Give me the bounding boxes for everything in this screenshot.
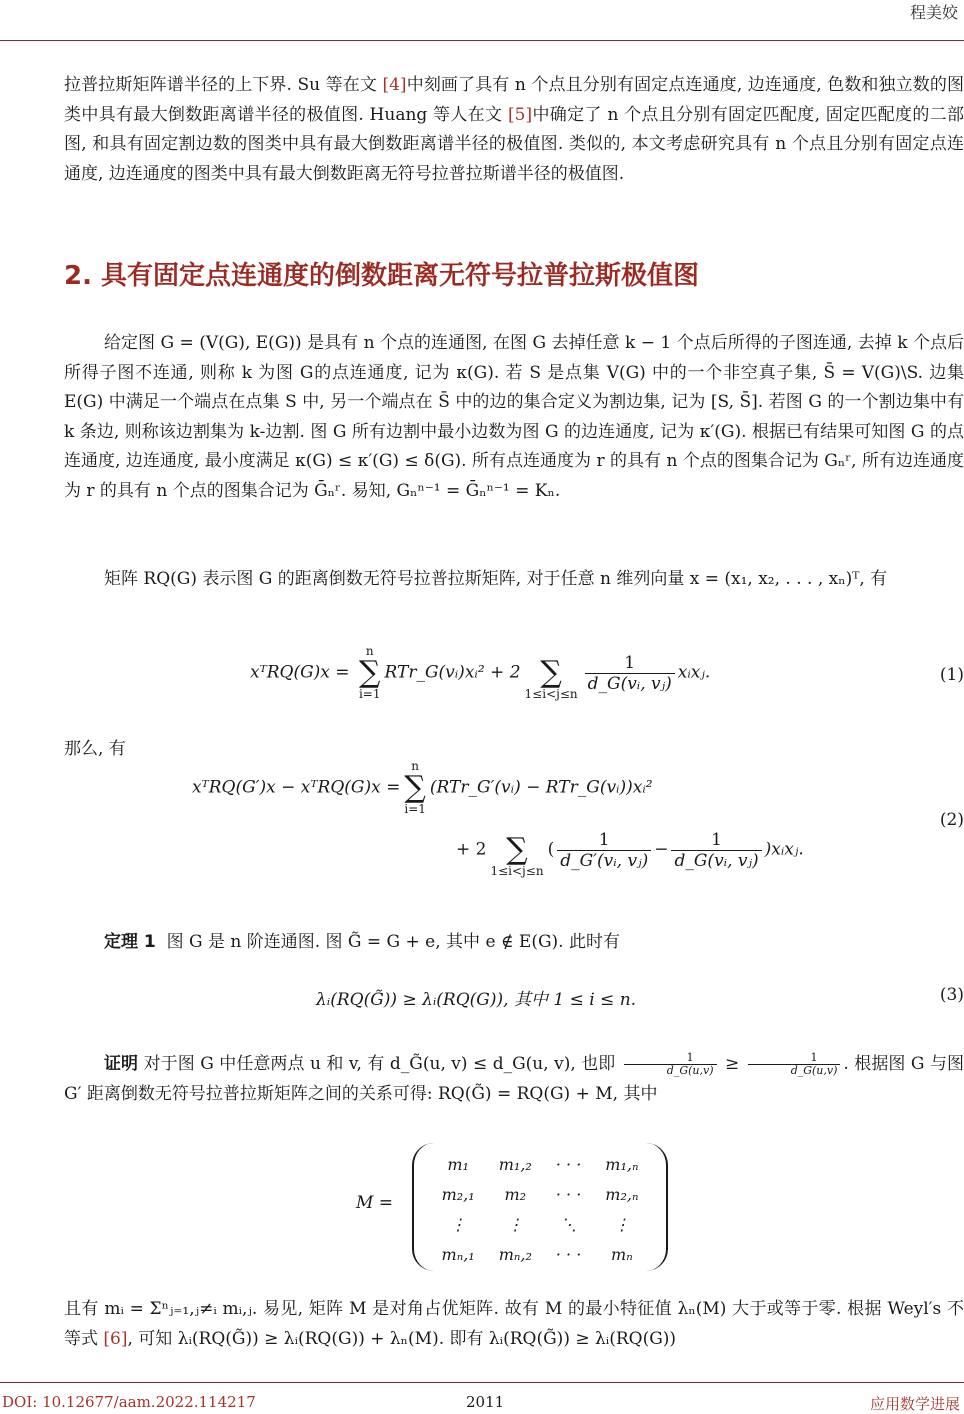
- eq2-minus: −: [654, 839, 669, 860]
- eq1-number: (1): [939, 665, 964, 685]
- equation-3: [64, 985, 964, 1015]
- intro-text-1: 拉普拉斯矩阵谱半径的上下界. Su 等在文: [64, 75, 383, 95]
- matrix-definition-text: 矩阵 RQ(G) 表示图 G 的距离倒数无符号拉普拉斯矩阵, 对于任意 n 维列向量 x = (x₁, x₂, . . . , xₙ)ᵀ, 有: [104, 569, 888, 589]
- definition-text: 给定图 G = (V(G), E(G)) 是具有 n 个点的连通图, 在图 G 去掉任意 k − 1 个点后所得的子图连通, 去掉 k 个点后所得子图不连通, 则称 k 为图 G的点连通度, 记为 κ(G). 若 S 是点集 V(G) 中的一个非空真子集, S̄ = V(G)\S. 边集 E(G) 中满足一个端点在点集 S 中, 另一个端点在 S̄ 中的边的集合定义为割边集, 记为 [S, S̄]. 若图 G 的一个割边集中有 k 条边, 则称该边割集为 k-边割. 图 G 所有边割中最小边数为图 G 的边连通度, 记为 κ′(G). 根据已有结果可知图 G 的点连通度, 边连通度, 最小度满足 κ(G) ≤ κ′(G) ≤ δ(G). 所有点连通度为 r 的具有 n 个点的图集合记为 Gₙʳ, 所有边连通度为 r 的具有 n 个点的图集合记为 Ḡₙʳ. 易知, Gₙⁿ⁻¹ = Ḡₙⁿ⁻¹ = Kₙ.: [64, 333, 964, 501]
- theorem-paragraph: [64, 928, 964, 958]
- eq2-plus-2: + 2: [456, 839, 487, 860]
- closing-text-2: , 可知 λᵢ(RQ(G̃)) ≥ λᵢ(RQ(G)) + λₙ(M). 即有 λᵢ(RQ(G̃)) ≥ λᵢ(RQ(G)): [127, 1328, 677, 1349]
- matrix-cell: ⋮: [450, 1214, 467, 1234]
- theorem-text: 图 G 是 n 阶连通图. 图 G̃ = G + e, 其中 e ∉ E(G). 此时有: [166, 932, 620, 952]
- matrix-cell: · · ·: [555, 1184, 582, 1204]
- eq2-sum-1: [404, 760, 426, 816]
- matrix-row: [430, 1149, 651, 1179]
- proof-f1-den: d_G̃(u,v): [666, 1064, 714, 1077]
- proof-fraction-2: [748, 1052, 841, 1077]
- citation-6[interactable]: [6]: [103, 1328, 128, 1349]
- eq1-sum-1: [359, 645, 381, 701]
- matrix-cell: m₁: [447, 1154, 469, 1174]
- eq1-lhs: xᵀRQ(G)x =: [250, 662, 355, 683]
- eq2-fraction-2: [671, 830, 761, 871]
- matrix-row: [430, 1179, 651, 1209]
- matrix-m: [412, 1143, 668, 1271]
- header-author: 程美姣: [909, 3, 958, 22]
- sigma-symbol: ∑: [540, 655, 562, 690]
- proof-f2-den: d_G(u,v): [790, 1064, 838, 1077]
- eq2-f1-num: 1: [557, 830, 651, 851]
- footer-doi[interactable]: DOI: 10.12677/aam.2022.114217: [2, 1393, 256, 1411]
- proof-fraction-1: [624, 1052, 717, 1077]
- matrix-cell: m₂,ₙ: [605, 1184, 639, 1204]
- eq1-frac-num: 1: [585, 653, 675, 674]
- section-title: 2. 具有固定点连通度的倒数距离无符号拉普拉斯极值图: [64, 261, 700, 291]
- proof-paragraph: [64, 1050, 964, 1109]
- citation-4[interactable]: [4]: [382, 75, 407, 95]
- matrix-cell: mₙ: [611, 1244, 633, 1264]
- matrix-cell: ⋮: [613, 1214, 630, 1234]
- sigma-symbol: ∑: [404, 770, 426, 805]
- closing-paragraph: [64, 1295, 964, 1354]
- matrix-cell: · · ·: [555, 1244, 582, 1264]
- closing-text-1: 且有 mᵢ = Σⁿⱼ₌₁,ⱼ≠ᵢ mᵢ,ⱼ. 易见, 矩阵 M 是对角占优矩阵. 故有 M 的最小特征值 λₙ(M) 大于或等于零. 根据 Weyl′s 不等式: [64, 1299, 964, 1349]
- intro-text-3: 中确定了 n 个点且分别有固定匹配度, 固定匹配度的二部图, 和具有固定割边数的图类中具有最大倒数距离谱半径的极值图. 类似的, 本文考虑研究具有 n 个点且分别有固定点连通度, 边连通度的图类中具有最大倒数距离无符号拉普拉斯谱半径的极值图.: [64, 104, 964, 184]
- proof-f1-num: 1: [624, 1052, 717, 1065]
- theorem-label: 定理 1: [104, 932, 156, 952]
- proof-label: 证明: [104, 1054, 139, 1074]
- matrix-cell: m₂: [504, 1184, 527, 1204]
- definition-paragraph: [64, 329, 964, 506]
- eq2-sum-2: [490, 822, 543, 878]
- matrix-lhs: M =: [356, 1193, 394, 1213]
- matrix-cell: m₂,₁: [441, 1184, 475, 1204]
- eq1-sum1-bottom: i=1: [358, 687, 381, 701]
- intro-paragraph: [64, 71, 964, 189]
- eq3-number: (3): [939, 985, 964, 1005]
- matrix-cell: ⋮: [507, 1214, 524, 1234]
- eq2-sum1-top: n: [411, 759, 419, 773]
- matrix-cell: mₙ,₂: [498, 1244, 532, 1264]
- eq1-sum1-top: n: [365, 644, 374, 658]
- eq2-term-1: (RTr_G′(vᵢ) − RTr_G(vᵢ))xᵢ²: [429, 777, 653, 798]
- intro-text-2: 中刻画了具有 n 个点且分别有固定点连通度, 边连通度, 色数和独立数的图类中具有最大倒数距离谱半径的极值图. Huang 等人在文: [64, 75, 964, 125]
- matrix-row: [430, 1239, 651, 1269]
- eq1-sum-2: [525, 645, 578, 701]
- footer-page-number: 2011: [466, 1393, 505, 1411]
- eq1-term-1: RTr_G(vᵢ)xᵢ² + 2: [384, 662, 521, 683]
- eq1-term-2: xᵢxⱼ.: [677, 662, 711, 683]
- eq2-sum2-bottom: 1≤i<j≤n: [490, 864, 544, 878]
- matrix-cell: m₁,ₙ: [605, 1154, 639, 1174]
- header-rule: [0, 40, 964, 41]
- eq1-fraction: [585, 653, 675, 694]
- proof-text-1: 对于图 G 中任意两点 u 和 v, 有 d_G̃(u, v) ≤ d_G(u, v), 也即: [143, 1054, 621, 1074]
- equation-1: [64, 645, 964, 705]
- matrix-cell: · · ·: [555, 1154, 582, 1174]
- proof-text-2: . 根据图 G 与图 G′ 距离倒数无符号拉普拉斯矩阵之间的关系可得: RQ(G̃) = RQ(G) + M, 其中: [64, 1054, 964, 1104]
- proof-geq: ≥: [719, 1054, 745, 1074]
- matrix-cell: ⋱: [560, 1214, 577, 1234]
- then-text: 那么, 有: [64, 739, 126, 759]
- citation-5[interactable]: [5]: [508, 104, 533, 125]
- eq2-sum1-bottom: i=1: [404, 802, 426, 816]
- eq1-frac-den: d_G(vᵢ, vⱼ): [587, 673, 672, 694]
- eq2-f2-num: 1: [671, 830, 761, 851]
- equation-2: [64, 760, 964, 890]
- matrix-definition-paragraph: [64, 565, 964, 595]
- eq2-f2-den: d_G(vᵢ, vⱼ): [674, 850, 759, 871]
- eq2-fraction-1: [557, 830, 651, 871]
- matrix-row: [430, 1209, 651, 1239]
- matrix-cell: mₙ,₁: [441, 1244, 475, 1264]
- proof-f2-num: 1: [748, 1052, 841, 1065]
- eq2-lhs: xᵀRQ(G′)x − xᵀRQ(G)x =: [192, 777, 401, 798]
- matrix-cell: m₁,₂: [498, 1154, 532, 1174]
- footer-rule: [0, 1382, 964, 1383]
- sigma-symbol: ∑: [506, 832, 528, 867]
- eq2-open-paren: (: [547, 839, 555, 860]
- eq3-body: λᵢ(RQ(G̃)) ≥ λᵢ(RQ(G)), 其中 1 ≤ i ≤ n.: [316, 990, 637, 1010]
- eq2-close: )xᵢxⱼ.: [764, 839, 804, 860]
- eq1-sum2-bottom: 1≤i<j≤n: [524, 687, 578, 701]
- eq2-f1-den: d_G′(vᵢ, vⱼ): [560, 850, 649, 871]
- footer-journal: 应用数学进展: [869, 1395, 960, 1413]
- sigma-symbol: ∑: [359, 655, 381, 690]
- matrix-table: [430, 1149, 651, 1269]
- eq2-number: (2): [939, 810, 964, 830]
